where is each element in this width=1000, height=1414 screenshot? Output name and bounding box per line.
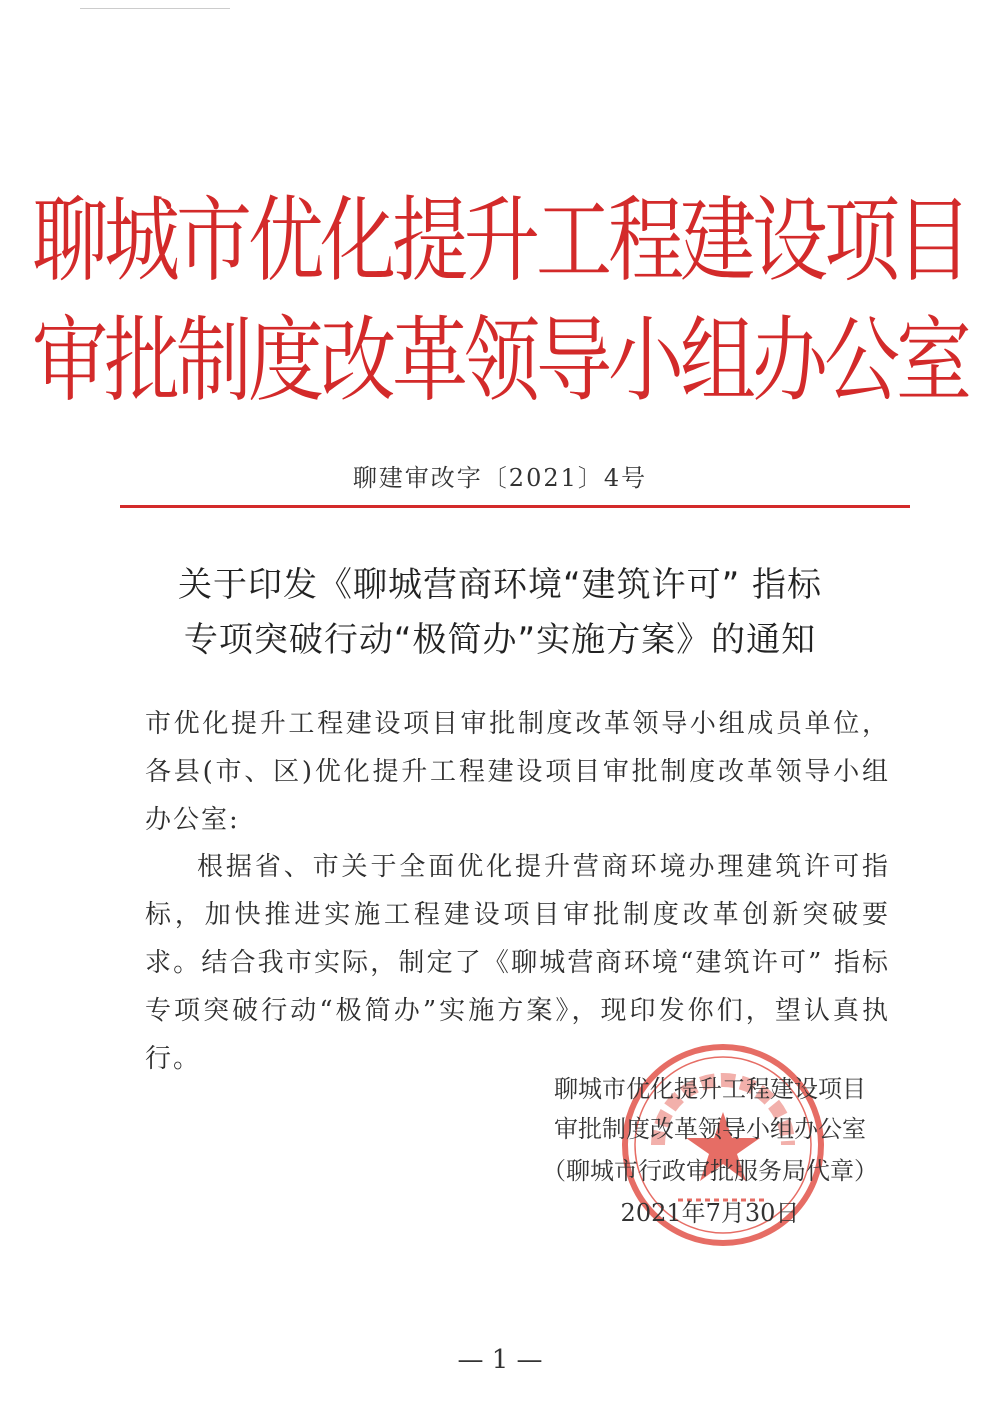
scan-edge-mark	[80, 8, 230, 9]
notice-title-line2: 专项突破行动“极简办”实施方案》的通知	[183, 620, 817, 660]
header-org-line2: 审批制度改革领导小组办公室	[32, 305, 968, 415]
body-paragraph: 根据省、市关于全面优化提升营商环境办理建筑许可指标，加快推进实施工程建设项目审批制度改革创新突破要求。结合我市实际，制定了《聊城营商环境“建筑许可” 指标专项突破行动“极简办”实施方案》，现印发你们，望认真执行。	[145, 852, 890, 1074]
header-org-line1: 聊城市优化提升工程建设项目	[32, 185, 968, 295]
page-number: — 1 —	[457, 1345, 543, 1375]
addressee-text: 市优化提升工程建设项目审批制度改革领导小组成员单位，各县(市、区)优化提升工程建设项目审批制度改革领导小组办公室:	[145, 709, 890, 835]
red-divider-line	[120, 505, 910, 508]
signature-date: 2021年7月30日	[620, 1199, 800, 1227]
signature-org-line1: 聊城市优化提升工程建设项目	[554, 1075, 866, 1103]
document-number: 聊建审改字〔2021〕4号	[352, 464, 648, 492]
signature-org-line2: 审批制度改革领导小组办公室	[554, 1115, 866, 1143]
notice-title-line1: 关于印发《聊城营商环境“建筑许可” 指标	[177, 565, 823, 605]
signature-proxy-seal-note: （聊城市行政审批服务局代章）	[542, 1157, 878, 1185]
